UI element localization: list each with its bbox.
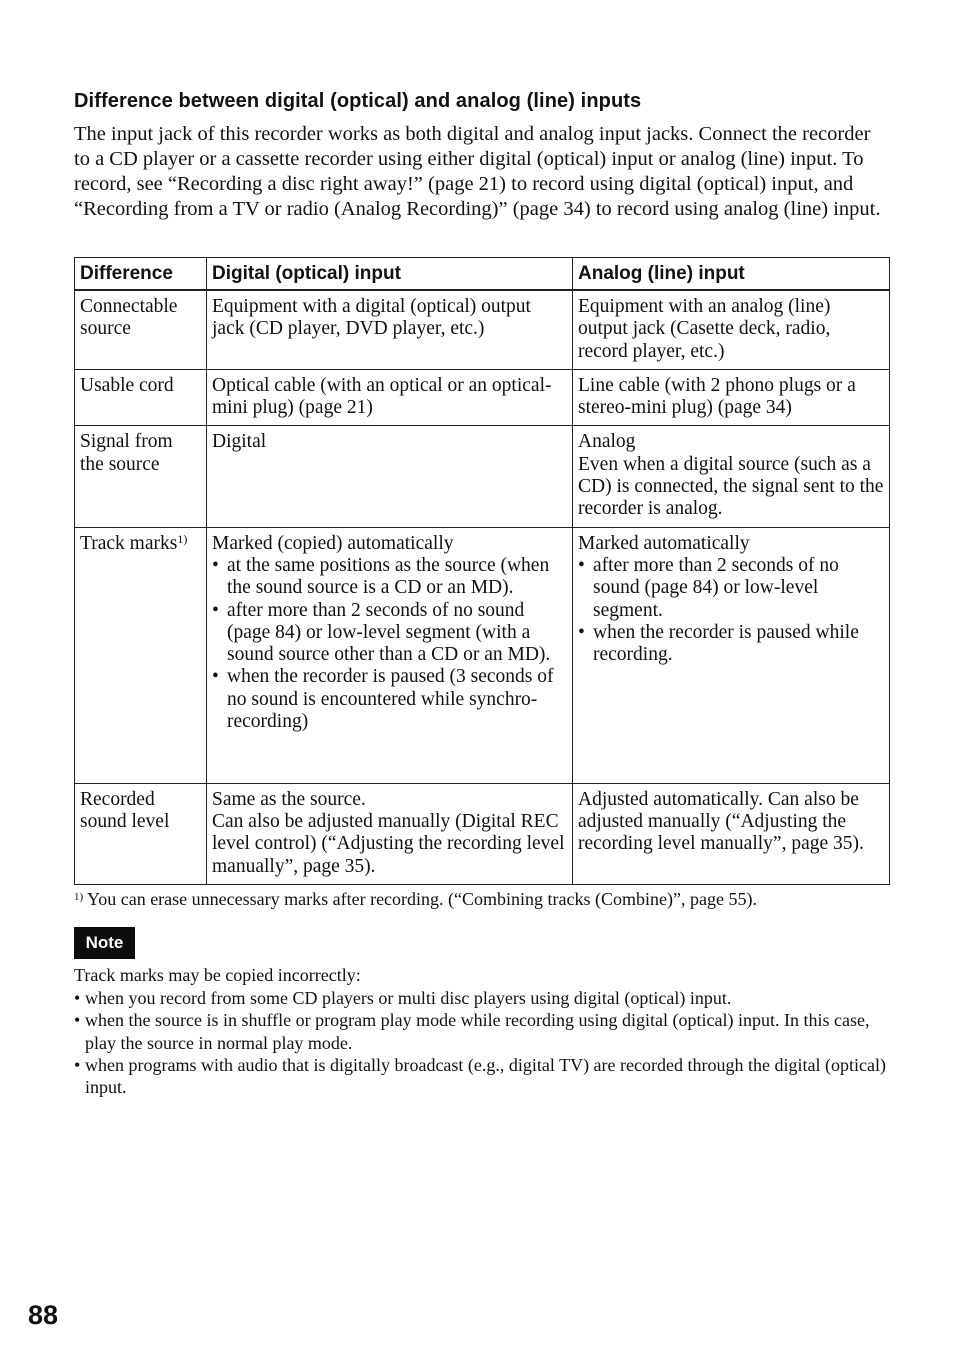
row-label: Recorded sound level [75,783,207,884]
list-item: • when the recorder is paused (3 seconds of no sound is encountered while synchro-recording) [212,666,567,733]
analog-bullet-list [578,555,884,666]
digital-cell: Equipment with a digital (optical) output jack (CD player, DVD player, etc.) [207,290,573,369]
digital-cell-line: Can also be adjusted manually (Digital REC level control) (“Adjusting the recording level manually”, page 35). [212,810,565,877]
note-list [74,987,890,1098]
analog-cell [573,527,890,783]
analog-cell: Equipment with an analog (line) output jack (Casette deck, radio, record player, etc.) [573,290,890,369]
note-label: Note [74,927,135,959]
table-row [75,290,890,369]
digital-cell [207,527,573,783]
list-item: • when you record from some CD players or multi disc players using digital (optical) input. [74,987,890,1009]
header-digital: Digital (optical) input [207,258,573,291]
analog-cell [573,426,890,527]
footnote-reference: 1) [177,531,188,546]
note-intro: Track marks may be copied incorrectly: [74,965,361,985]
header-analog: Analog (line) input [573,258,890,291]
row-label: Connectable source [75,290,207,369]
list-item: • at the same positions as the source (when the sound source is a CD or an MD). [212,555,567,600]
digital-cell: Optical cable (with an optical or an optical-mini plug) (page 21) [207,369,573,426]
footnote [74,889,757,910]
analog-cell: Adjusted automatically. Can also be adjusted manually (“Adjusting the recording level manually”, page 35). [573,783,890,884]
row-label: Usable cord [75,369,207,426]
list-item: • when programs with audio that is digitally broadcast (e.g., digital TV) are recorded through the digital (optical) input. [74,1054,890,1099]
analog-cell: Line cable (with 2 phono plugs or a stereo-mini plug) (page 34) [573,369,890,426]
table-row [75,527,890,783]
table-row [75,426,890,527]
row-label-text: Track marks [80,532,178,554]
list-item: • after more than 2 seconds of no sound (page 84) or low-level segment (with a sound source other than a CD or an MD). [212,600,567,667]
section-heading: Difference between digital (optical) and analog (line) inputs [74,90,642,112]
comparison-table [74,257,890,885]
footnote-text: You can erase unnecessary marks after recording. (“Combining tracks (Combine)”, page 55). [87,889,757,909]
analog-cell-intro: Marked automatically [578,532,750,554]
digital-cell: Digital [207,426,573,527]
list-item: • when the recorder is paused while recording. [578,622,884,667]
table-header-row [75,258,890,291]
analog-cell-line: Analog [578,431,636,453]
table-row [75,369,890,426]
intro-paragraph: The input jack of this recorder works as both digital and analog input jacks. Connect the recorder to a CD player or a cassette recorder using either digital (optical) input or analog (line) input. To record, see “Recording a disc right away!” (page 21) to record using digital (optical) input, and “Recording from a TV or radio (Analog Recording)” (page 34) to record using analog (line) input. [74,123,881,220]
list-item: • when the source is in shuffle or program play mode while recording using digital (optical) input. In this case, play the source in normal play mode. [74,1009,890,1054]
row-label [75,527,207,783]
digital-cell-intro: Marked (copied) automatically [212,532,454,554]
list-item: • after more than 2 seconds of no sound (page 84) or low-level segment. [578,555,884,622]
digital-bullet-list [212,555,567,733]
page-number: 88 [28,1300,59,1330]
row-label: Signal from the source [75,426,207,527]
table-row [75,783,890,884]
header-difference: Difference [75,258,207,291]
digital-cell-line: Same as the source. [212,788,366,810]
digital-cell [207,783,573,884]
analog-cell-line: Even when a digital source (such as a CD) is connected, the signal sent to the recorder is analog. [578,453,884,520]
footnote-mark: 1) [74,891,84,903]
